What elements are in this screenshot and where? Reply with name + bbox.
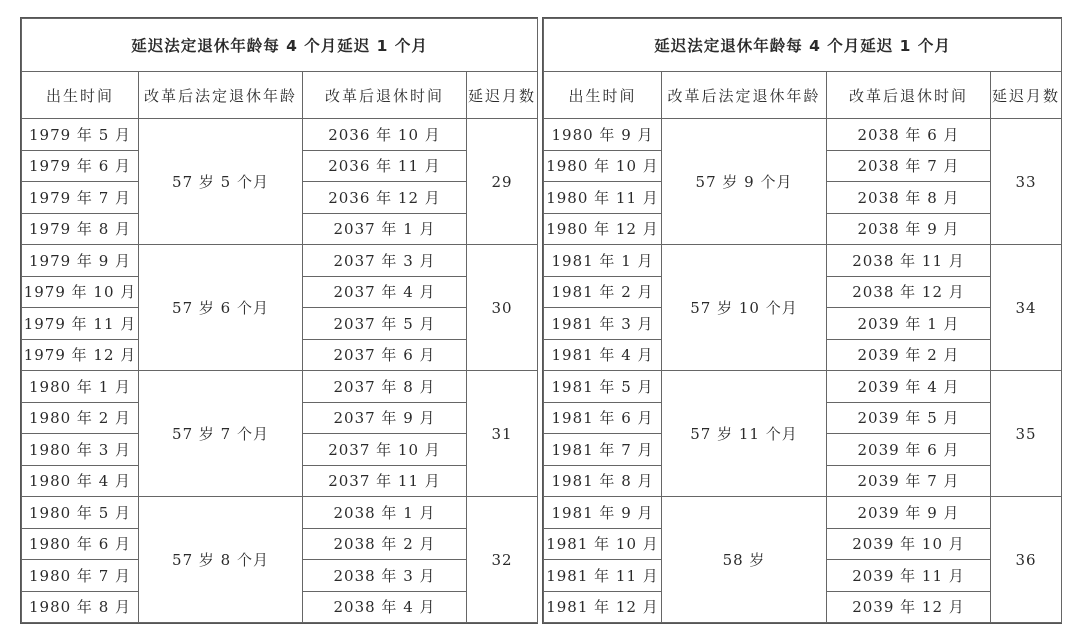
birth-time-cell: 1979 年 12 月 <box>22 339 139 371</box>
table-row <box>544 497 1062 529</box>
retire-time-cell: 2039 年 5 月 <box>827 402 991 434</box>
retire-age-cell: 57 岁 7 个月 <box>139 371 303 497</box>
retire-time-cell: 2036 年 10 月 <box>303 119 467 151</box>
retire-time-cell: 2039 年 7 月 <box>827 465 991 497</box>
birth-time-cell: 1981 年 8 月 <box>544 465 662 497</box>
birth-time-cell: 1980 年 5 月 <box>22 497 139 529</box>
retire-time-cell: 2037 年 11 月 <box>303 465 467 497</box>
birth-time-cell: 1980 年 4 月 <box>22 465 139 497</box>
retire-time-cell: 2038 年 3 月 <box>303 560 467 592</box>
retire-time-cell: 2037 年 8 月 <box>303 371 467 403</box>
birth-time-cell: 1981 年 12 月 <box>544 591 662 623</box>
birth-time-cell: 1979 年 11 月 <box>22 308 139 340</box>
birth-time-cell: 1980 年 12 月 <box>544 213 662 245</box>
delay-months-cell: 36 <box>991 497 1062 623</box>
retire-time-cell: 2039 年 10 月 <box>827 528 991 560</box>
retire-time-cell: 2037 年 3 月 <box>303 245 467 277</box>
retire-time-cell: 2037 年 5 月 <box>303 308 467 340</box>
delay-months-cell: 34 <box>991 245 1062 371</box>
birth-time-cell: 1980 年 8 月 <box>22 591 139 623</box>
table-title: 延迟法定退休年龄每 4 个月延迟 1 个月 <box>22 19 538 72</box>
delay-months-cell: 33 <box>991 119 1062 245</box>
birth-time-cell: 1979 年 6 月 <box>22 150 139 182</box>
retire-age-cell: 57 岁 10 个月 <box>662 245 827 371</box>
birth-time-cell: 1981 年 1 月 <box>544 245 662 277</box>
table-title: 延迟法定退休年龄每 4 个月延迟 1 个月 <box>544 19 1062 72</box>
birth-time-cell: 1980 年 1 月 <box>22 371 139 403</box>
table-row <box>544 119 1062 151</box>
retire-time-cell: 2037 年 1 月 <box>303 213 467 245</box>
retire-time-cell: 2037 年 10 月 <box>303 434 467 466</box>
retire-time-cell: 2038 年 9 月 <box>827 213 991 245</box>
header-birth-time: 出生时间 <box>544 72 662 119</box>
retire-time-cell: 2038 年 2 月 <box>303 528 467 560</box>
delay-months-cell: 32 <box>467 497 538 623</box>
left-table-panel <box>20 17 538 624</box>
retire-time-cell: 2038 年 1 月 <box>303 497 467 529</box>
retire-time-cell: 2039 年 9 月 <box>827 497 991 529</box>
birth-time-cell: 1981 年 2 月 <box>544 276 662 308</box>
birth-time-cell: 1981 年 7 月 <box>544 434 662 466</box>
retire-time-cell: 2039 年 4 月 <box>827 371 991 403</box>
retire-time-cell: 2039 年 12 月 <box>827 591 991 623</box>
retire-time-cell: 2038 年 12 月 <box>827 276 991 308</box>
retire-time-cell: 2039 年 2 月 <box>827 339 991 371</box>
retire-time-cell: 2039 年 11 月 <box>827 560 991 592</box>
birth-time-cell: 1980 年 6 月 <box>22 528 139 560</box>
header-retire-age: 改革后法定退休年龄 <box>139 72 303 119</box>
retire-age-cell: 57 岁 6 个月 <box>139 245 303 371</box>
retire-time-cell: 2037 年 6 月 <box>303 339 467 371</box>
birth-time-cell: 1981 年 10 月 <box>544 528 662 560</box>
retire-age-cell: 58 岁 <box>662 497 827 623</box>
retire-time-cell: 2037 年 4 月 <box>303 276 467 308</box>
birth-time-cell: 1980 年 3 月 <box>22 434 139 466</box>
birth-time-cell: 1981 年 11 月 <box>544 560 662 592</box>
retire-time-cell: 2039 年 1 月 <box>827 308 991 340</box>
retire-age-cell: 57 岁 5 个月 <box>139 119 303 245</box>
retire-time-cell: 2038 年 8 月 <box>827 182 991 214</box>
delay-months-cell: 30 <box>467 245 538 371</box>
birth-time-cell: 1979 年 8 月 <box>22 213 139 245</box>
retire-time-cell: 2038 年 4 月 <box>303 591 467 623</box>
table-row <box>544 245 1062 277</box>
delay-months-cell: 35 <box>991 371 1062 497</box>
retire-time-cell: 2038 年 11 月 <box>827 245 991 277</box>
retire-age-cell: 57 岁 11 个月 <box>662 371 827 497</box>
retire-time-cell: 2036 年 11 月 <box>303 150 467 182</box>
header-birth-time: 出生时间 <box>22 72 139 119</box>
retire-time-cell: 2036 年 12 月 <box>303 182 467 214</box>
birth-time-cell: 1980 年 9 月 <box>544 119 662 151</box>
table-row <box>22 497 538 529</box>
retire-age-cell: 57 岁 9 个月 <box>662 119 827 245</box>
retire-time-cell: 2039 年 6 月 <box>827 434 991 466</box>
retirement-table-left <box>21 18 538 623</box>
retire-time-cell: 2038 年 6 月 <box>827 119 991 151</box>
birth-time-cell: 1981 年 3 月 <box>544 308 662 340</box>
birth-time-cell: 1981 年 5 月 <box>544 371 662 403</box>
header-retire-time: 改革后退休时间 <box>827 72 991 119</box>
right-table-panel <box>542 17 1062 624</box>
birth-time-cell: 1981 年 4 月 <box>544 339 662 371</box>
retirement-table-right <box>543 18 1062 623</box>
header-retire-age: 改革后法定退休年龄 <box>662 72 827 119</box>
table-row <box>544 371 1062 403</box>
tables-container <box>20 17 1062 624</box>
birth-time-cell: 1980 年 11 月 <box>544 182 662 214</box>
retire-time-cell: 2037 年 9 月 <box>303 402 467 434</box>
header-retire-time: 改革后退休时间 <box>303 72 467 119</box>
birth-time-cell: 1979 年 10 月 <box>22 276 139 308</box>
table-row <box>22 119 538 151</box>
delay-months-cell: 29 <box>467 119 538 245</box>
table-row <box>22 245 538 277</box>
header-delay-months: 延迟月数 <box>467 72 538 119</box>
birth-time-cell: 1979 年 9 月 <box>22 245 139 277</box>
birth-time-cell: 1980 年 7 月 <box>22 560 139 592</box>
birth-time-cell: 1979 年 7 月 <box>22 182 139 214</box>
birth-time-cell: 1980 年 10 月 <box>544 150 662 182</box>
birth-time-cell: 1981 年 6 月 <box>544 402 662 434</box>
birth-time-cell: 1981 年 9 月 <box>544 497 662 529</box>
header-delay-months: 延迟月数 <box>991 72 1062 119</box>
retire-time-cell: 2038 年 7 月 <box>827 150 991 182</box>
retire-age-cell: 57 岁 8 个月 <box>139 497 303 623</box>
birth-time-cell: 1979 年 5 月 <box>22 119 139 151</box>
table-row <box>22 371 538 403</box>
birth-time-cell: 1980 年 2 月 <box>22 402 139 434</box>
delay-months-cell: 31 <box>467 371 538 497</box>
